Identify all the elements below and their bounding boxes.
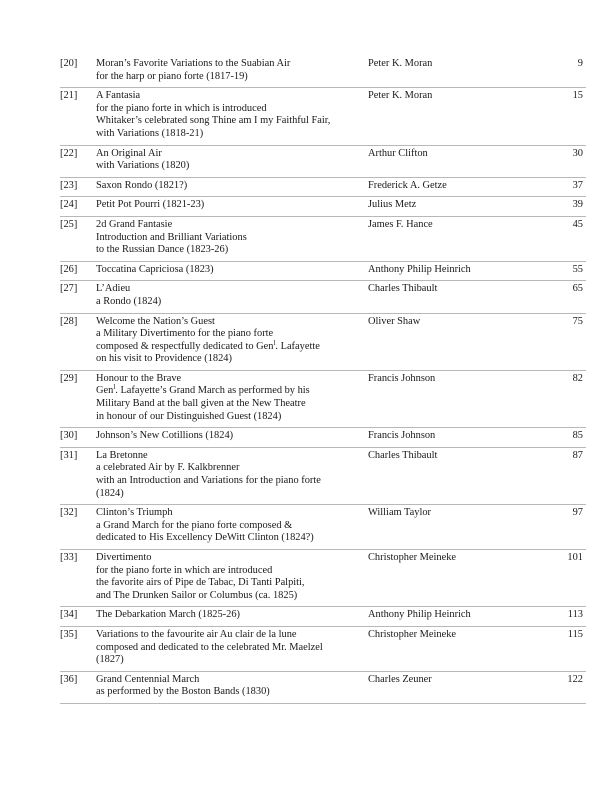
superscript: l — [113, 383, 116, 392]
entry-number: [20] — [60, 58, 78, 69]
entry-title — [96, 552, 372, 602]
title-line-tail: . Lafayette — [275, 340, 320, 352]
title-line: for the piano forte in which are introduced — [96, 564, 273, 576]
entry-number: [24] — [60, 199, 78, 211]
toc-entry-23 — [60, 178, 586, 198]
title-line: with Variations (1818-21) — [96, 127, 204, 139]
entry-title — [96, 90, 372, 140]
title-line: A Fantasia — [96, 90, 141, 102]
entry-page: 122 — [567, 673, 583, 685]
title-line — [96, 385, 372, 398]
title-line: (1827) — [96, 654, 124, 666]
entry-composer: Oliver Shaw — [368, 315, 421, 327]
entry-composer: Peter K. Moran — [368, 58, 433, 69]
entry-number: [21] — [60, 90, 78, 102]
toc-entry-22 — [60, 146, 586, 178]
entry-title — [96, 283, 372, 308]
entry-composer: Charles Thibault — [368, 283, 438, 295]
toc-entry-31 — [60, 448, 586, 505]
entry-number: [30] — [60, 430, 78, 442]
title-line: for the piano forte in which is introduced — [96, 102, 267, 114]
toc-entry-28 — [60, 314, 586, 371]
entry-number: [26] — [60, 263, 78, 275]
entry-page: 113 — [567, 609, 583, 621]
entry-composer: Anthony Philip Heinrich — [368, 263, 471, 275]
title-line: Honour to the Brave — [96, 372, 182, 384]
title-line: Introduction and Brilliant Variations — [96, 231, 247, 243]
entry-composer: Christopher Meineke — [368, 628, 457, 640]
entry-page: 39 — [572, 199, 583, 211]
entry-title — [96, 507, 372, 545]
entry-page: 87 — [572, 449, 583, 461]
title-line: in honour of our Distinguished Guest (1824) — [96, 410, 282, 422]
entry-page: 97 — [572, 507, 583, 519]
entry-composer: William Taylor — [368, 507, 432, 519]
entry-page: 75 — [572, 315, 583, 327]
title-line: Saxon Rondo (1821?) — [96, 179, 188, 191]
title-line-text: composed & respectfully dedicated to Gen — [96, 340, 274, 352]
entry-number: [32] — [60, 507, 78, 519]
title-line: for the harp or piano forte (1817-19) — [96, 70, 248, 82]
title-line: Toccatina Capriciosa (1823) — [96, 263, 214, 275]
entry-title — [96, 199, 372, 212]
entry-title — [96, 450, 372, 500]
title-line: with an Introduction and Variations for the piano forte — [96, 475, 321, 487]
entry-page: 37 — [572, 179, 583, 191]
entry-page: 85 — [572, 430, 583, 442]
title-line: Petit Pot Pourri (1821-23) — [96, 199, 205, 211]
entry-composer: Peter K. Moran — [368, 90, 433, 102]
entry-composer: Arthur Clifton — [368, 147, 428, 159]
entry-page: 9 — [577, 58, 583, 69]
entry-page: 45 — [572, 218, 583, 230]
table-of-contents — [60, 56, 586, 704]
title-line: Moran’s Favorite Variations to the Suabian Air — [96, 58, 291, 69]
entry-page: 15 — [572, 90, 583, 102]
title-line: Military Band at the ball given at the New Theatre — [96, 398, 306, 410]
title-line: a celebrated Air by F. Kalkbrenner — [96, 462, 240, 474]
toc-entry-26 — [60, 262, 586, 282]
entry-page: 55 — [572, 263, 583, 275]
title-line: The Debarkation March (1825-26) — [96, 609, 240, 621]
title-line: Variations to the favourite air Au clair de la lune — [96, 628, 297, 640]
toc-entry-34 — [60, 607, 586, 627]
entry-title — [96, 148, 372, 173]
entry-composer: Charles Zeuner — [368, 673, 432, 685]
entry-composer: James F. Hance — [368, 218, 433, 230]
toc-entry-27 — [60, 281, 586, 313]
title-line: with Variations (1820) — [96, 160, 190, 172]
toc-entry-29 — [60, 371, 586, 428]
title-line: Divertimento — [96, 552, 152, 563]
toc-entry-21 — [60, 88, 586, 145]
entry-number: [34] — [60, 609, 78, 621]
title-line: An Original Air — [96, 147, 162, 159]
toc-entry-35 — [60, 627, 586, 672]
title-line: to the Russian Dance (1823-26) — [96, 244, 229, 256]
entry-page: 65 — [572, 283, 583, 295]
toc-entry-36 — [60, 672, 586, 704]
entry-number: [33] — [60, 552, 78, 563]
title-line: a Military Divertimento for the piano forte — [96, 328, 274, 340]
entry-page: 82 — [572, 372, 583, 384]
title-line: on his visit to Providence (1824) — [96, 353, 232, 365]
entry-title — [96, 629, 372, 667]
entry-composer: Christopher Meineke — [368, 552, 457, 563]
entry-title — [96, 180, 372, 193]
entry-number: [29] — [60, 372, 78, 384]
title-line: the favorite airs of Pipe de Tabac, Di Tanti Palpiti, — [96, 577, 305, 589]
entry-page: 101 — [567, 552, 583, 563]
entry-page: 30 — [572, 147, 583, 159]
entry-number: [23] — [60, 179, 78, 191]
entry-title — [96, 674, 372, 699]
title-line-tail: . Lafayette’s Grand March as performed by his — [115, 385, 310, 397]
toc-entry-30 — [60, 428, 586, 448]
title-line: as performed by the Boston Bands (1830) — [96, 686, 270, 698]
title-line: (1824) — [96, 487, 124, 499]
entry-composer: Francis Johnson — [368, 372, 436, 384]
entry-composer: Francis Johnson — [368, 430, 436, 442]
entry-number: [31] — [60, 449, 78, 461]
entry-page: 115 — [567, 628, 583, 640]
entry-title — [96, 219, 372, 257]
toc-entry-24 — [60, 197, 586, 217]
entry-composer: Anthony Philip Heinrich — [368, 609, 471, 621]
entry-title — [96, 373, 372, 423]
title-line: L’Adieu — [96, 283, 131, 295]
entry-number: [22] — [60, 147, 78, 159]
entry-title — [96, 609, 372, 622]
title-line: La Bretonne — [96, 449, 148, 461]
entry-number: [27] — [60, 283, 78, 295]
toc-entry-32 — [60, 505, 586, 550]
title-line: Clinton’s Triumph — [96, 507, 173, 519]
title-line — [96, 338, 372, 354]
title-line: composed and dedicated to the celebrated Mr. Maelzel — [96, 641, 323, 653]
entry-number: [35] — [60, 628, 78, 640]
title-line: 2d Grand Fantasie — [96, 218, 173, 230]
title-line: Whitaker’s celebrated song Thine am I my Faithful Fair, — [96, 115, 331, 127]
entry-number: [25] — [60, 218, 78, 230]
entry-number: [28] — [60, 315, 78, 327]
entry-composer: Julius Metz — [368, 199, 417, 211]
title-line: and The Drunken Sailor or Columbus (ca. 1825) — [96, 589, 298, 601]
entry-title — [96, 58, 372, 83]
title-line: a Rondo (1824) — [96, 295, 162, 307]
toc-entry-25 — [60, 217, 586, 262]
toc-entry-20 — [60, 56, 586, 88]
entry-number: [36] — [60, 673, 78, 685]
title-line: dedicated to His Excellency DeWitt Clinton (1824?) — [96, 532, 314, 544]
entry-title — [96, 264, 372, 277]
entry-composer: Charles Thibault — [368, 449, 438, 461]
entry-composer: Frederick A. Getze — [368, 179, 447, 191]
entry-title — [96, 430, 372, 443]
title-line: Grand Centennial March — [96, 673, 200, 685]
toc-entry-33 — [60, 550, 586, 607]
title-line: Welcome the Nation’s Guest — [96, 315, 215, 327]
title-line-text: Gen — [96, 385, 114, 397]
title-line: Johnson’s New Cotillions (1824) — [96, 430, 234, 442]
superscript: l — [273, 338, 276, 347]
title-line: a Grand March for the piano forte composed & — [96, 519, 293, 531]
entry-title — [96, 316, 372, 366]
